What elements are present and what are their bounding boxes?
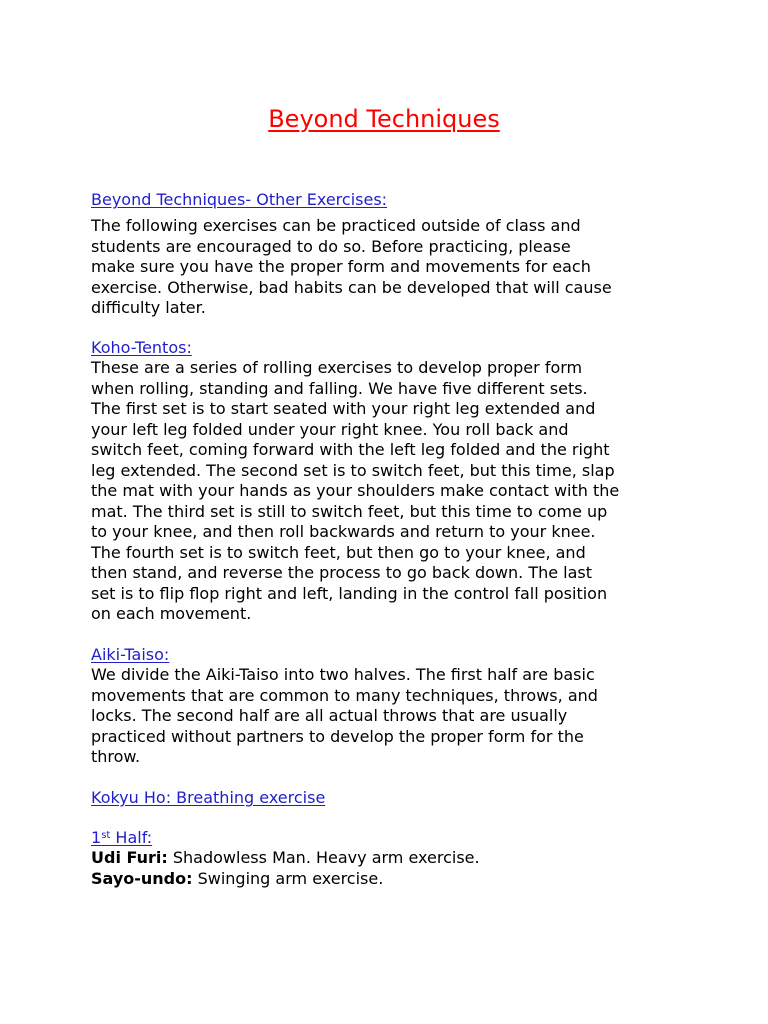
text-line: exercise. Otherwise, bad habits can be developed that will cause [91,277,612,297]
text-line: The first set is to start seated with your right leg extended and [91,399,596,418]
text-line: students are encouraged to do so. Before practicing, please [91,236,571,256]
exercise-item [91,848,691,869]
exercise-term: Udi Furi: [91,848,168,867]
section-other-exercises [91,190,691,319]
section-body-other-exercises [91,216,691,319]
exercise-description: Shadowless Man. Heavy arm exercise. [167,848,480,867]
text-line: leg extended. The second set is to switch feet, but this time, slap [91,460,615,480]
section-heading-kokyu-ho: Kokyu Ho: Breathing exercise [91,788,326,807]
text-line: We divide the Aiki-Taiso into two halves. The first half are basic [91,665,595,684]
heading-ordinal-suffix: st [101,830,111,841]
section-heading-first-half [91,828,691,848]
text-line: These are a series of rolling exercises to develop proper form [91,358,583,377]
section-body-koho-tentos [91,358,691,625]
text-line: difficulty later. [91,298,206,317]
text-line: the mat with your hands as your shoulders make contact with the [91,481,620,500]
section-kokyu-ho [91,788,691,808]
text-line: then stand, and reverse the process to go back down. The last [91,563,593,582]
section-koho-tentos [91,338,691,625]
text-line: to your knee, and then roll backwards and return to your knee. [91,522,596,541]
exercise-item [91,869,691,890]
first-half-list [91,848,691,889]
text-line: make sure you have the proper form and movements for each [91,257,591,276]
heading-label: Half: [110,828,153,847]
exercise-term: Sayo-undo: [91,868,193,888]
heading-number: 1 [91,828,102,847]
text-line: The fourth set is to switch feet, but then go to your knee, and [91,542,586,562]
text-line: practiced without partners to develop the proper form for the [91,726,584,746]
exercise-description: Swinging arm exercise. [192,868,384,888]
text-line: throw. [91,747,141,766]
text-line: locks. The second half are all actual throws that are usually [91,706,568,725]
text-line: set is to flip flop right and left, landing in the control fall position [91,583,608,603]
page-title: Beyond Techniques [268,105,500,133]
text-line: your left leg folded under your right knee. You roll back and [91,419,569,439]
text-line: movements that are common to many techniques, throws, and [91,685,598,705]
section-heading-aiki-taiso: Aiki-Taiso: [91,645,170,664]
section-aiki-taiso [91,645,691,768]
text-line: mat. The third set is still to switch feet, but this time to come up [91,501,608,521]
text-line: The following exercises can be practiced outside of class and [91,216,581,235]
section-body-aiki-taiso [91,665,691,768]
text-line: on each movement. [91,604,252,623]
section-heading-koho-tentos: Koho-Tentos: [91,338,192,357]
section-first-half [91,828,691,889]
section-heading-other-exercises: Beyond Techniques- Other Exercises: [91,190,388,209]
text-line: when rolling, standing and falling. We have five different sets. [91,378,588,398]
text-line: switch feet, coming forward with the left leg folded and the right [91,440,610,459]
